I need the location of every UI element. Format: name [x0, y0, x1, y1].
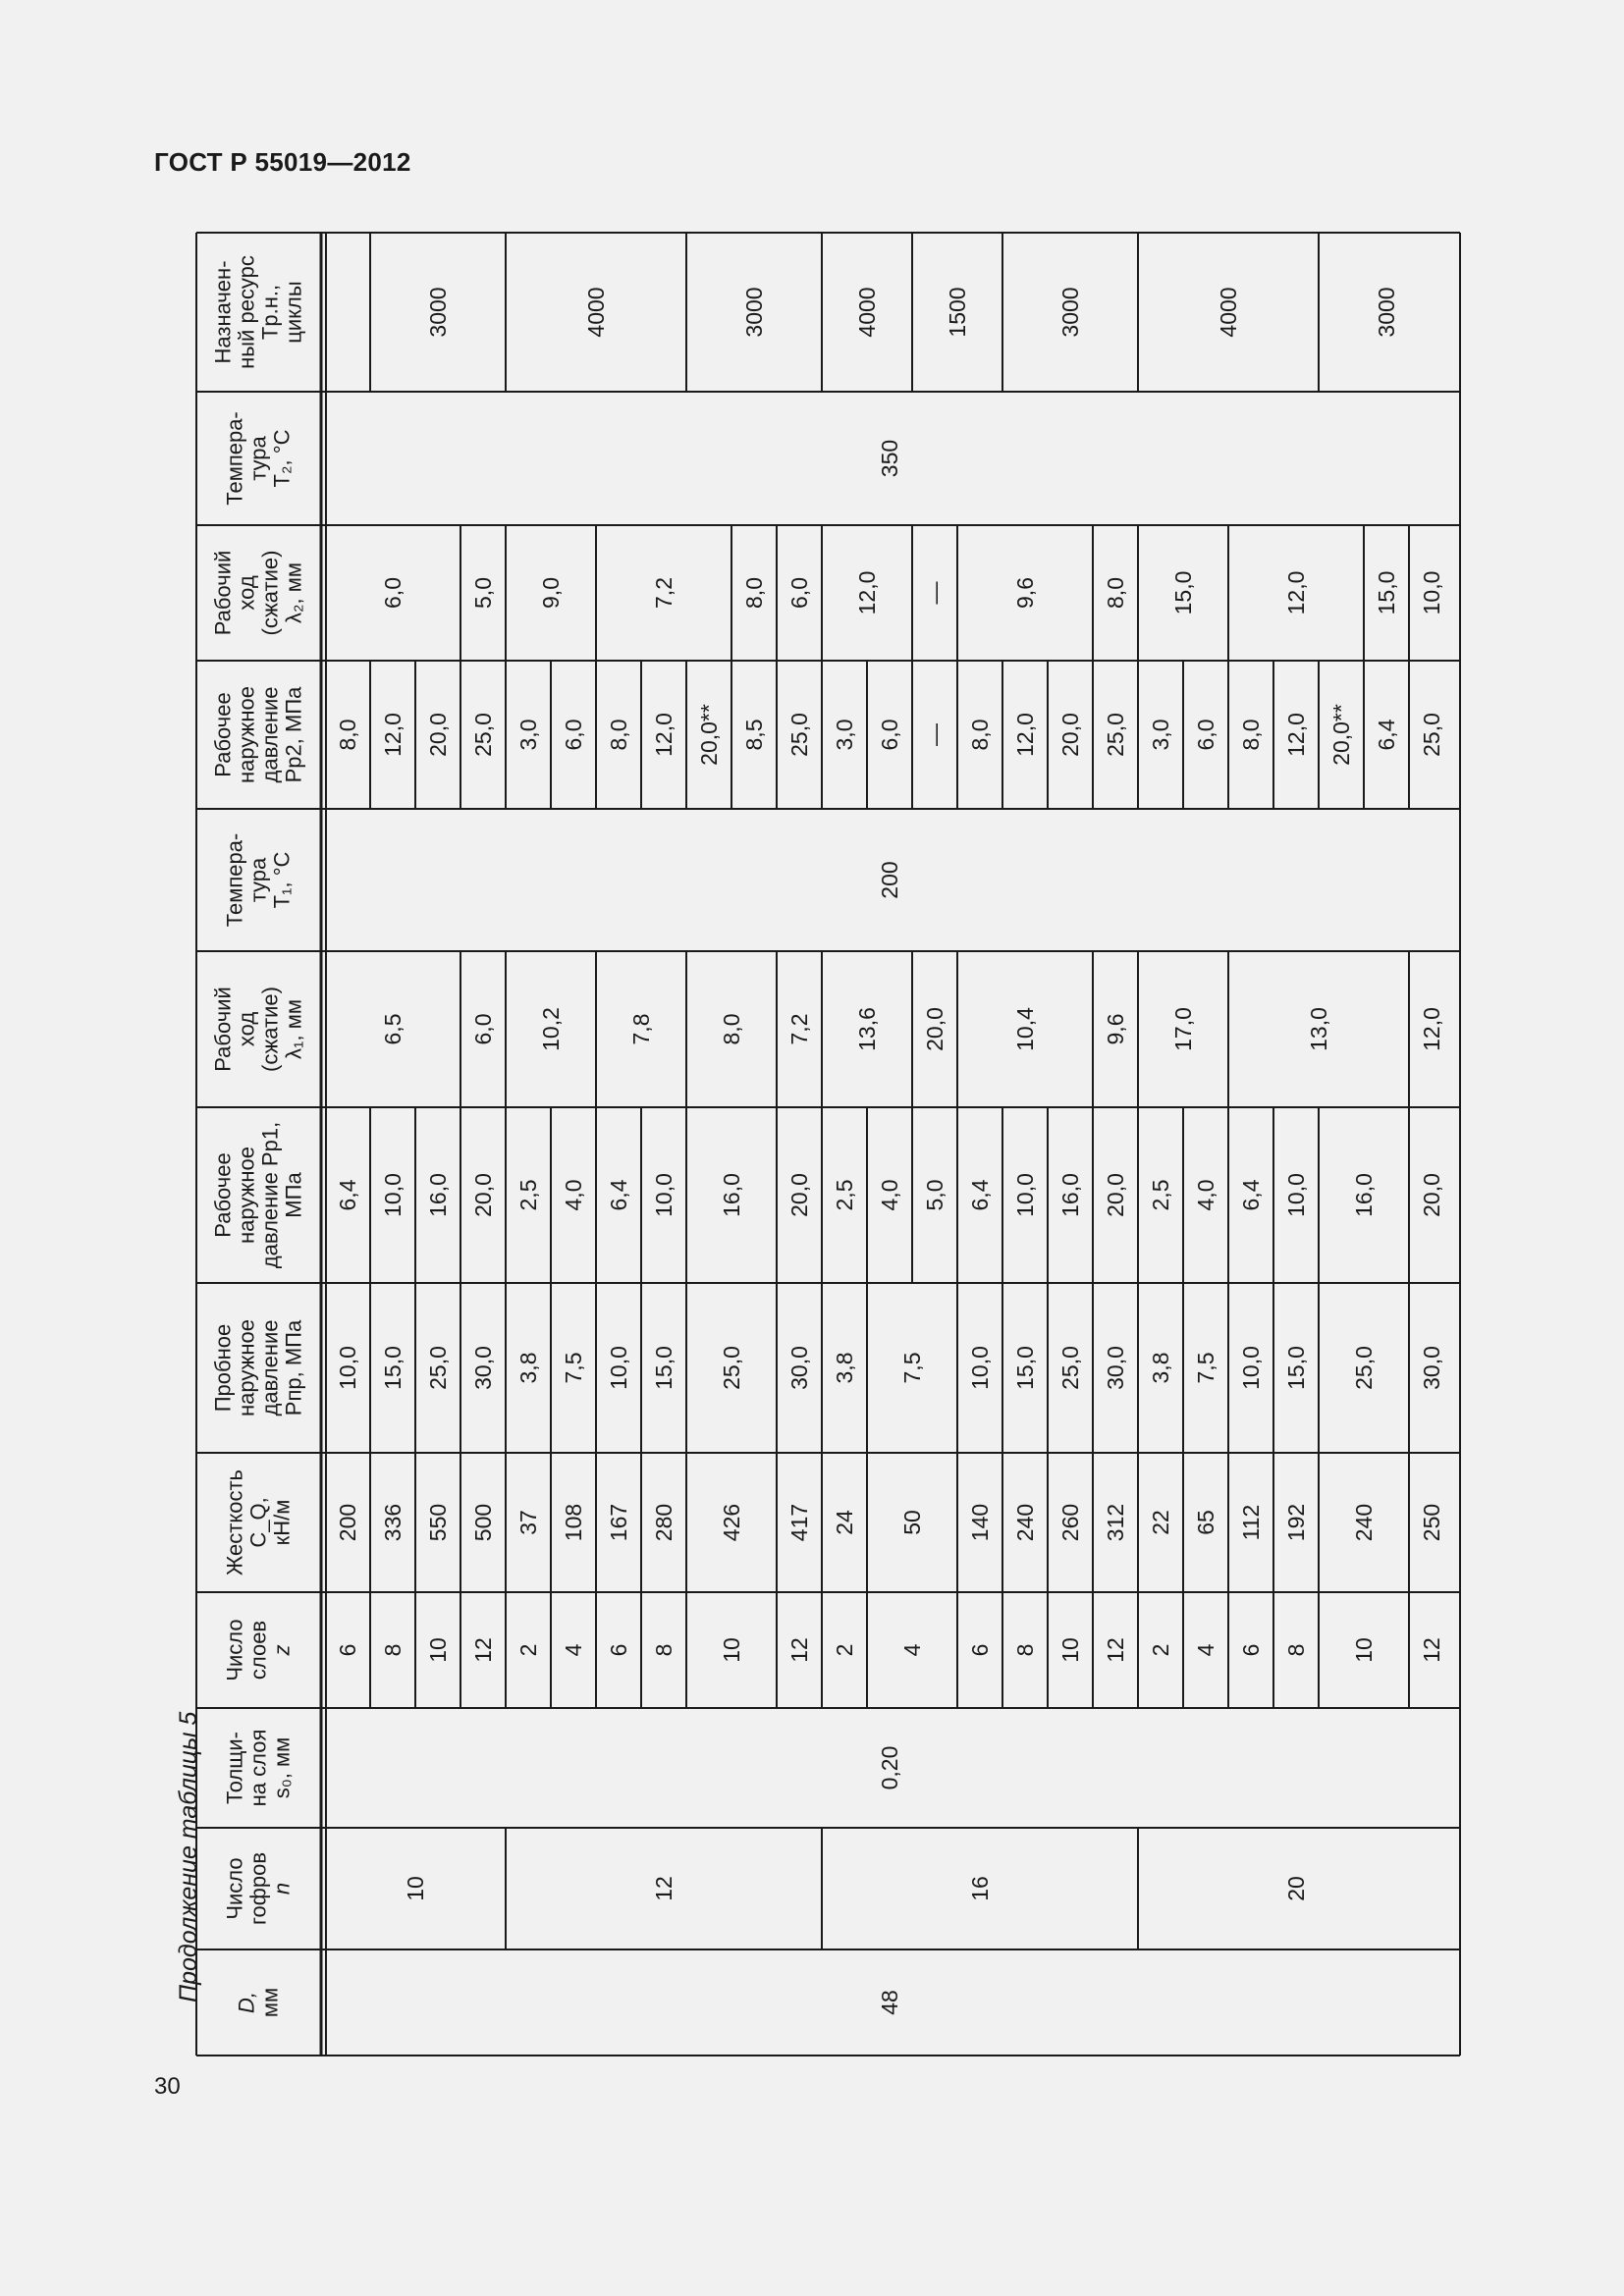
cell-ppr: 30,0: [786, 1346, 812, 1390]
cell-pp1: 6,4: [606, 1179, 631, 1211]
cell-pp1: 20,0: [1103, 1173, 1128, 1217]
cell-z: 2: [515, 1643, 541, 1657]
column-header-s0: Толщи-: [222, 1731, 247, 1805]
cell-pp1: 4,0: [1193, 1179, 1218, 1211]
cell-z: 10: [1057, 1637, 1083, 1663]
column-header-tres: Назначен-: [210, 260, 236, 364]
cell-l1: 13,0: [1306, 1007, 1331, 1051]
cell-pp2: 20,0**: [1328, 704, 1354, 766]
cell-n: 12: [651, 1876, 677, 1901]
cell-l2: —: [922, 581, 947, 605]
cell-s0: 0,20: [877, 1745, 902, 1790]
cell-ppr: 25,0: [1057, 1346, 1083, 1390]
column-header-c: кН/м: [269, 1499, 295, 1546]
cell-tres: 3000: [1057, 287, 1083, 338]
cell-l2: 7,2: [651, 577, 677, 609]
column-header-pp1: Рабочее: [210, 1152, 236, 1238]
cell-c: 22: [1148, 1510, 1173, 1535]
cell-d: 48: [877, 1990, 902, 2015]
cell-pp2: 12,0: [1012, 713, 1038, 757]
cell-l2: 6,0: [380, 577, 406, 609]
cell-c: 108: [561, 1503, 586, 1542]
cell-l2: 8,0: [1103, 577, 1128, 609]
cell-pp1: 6,4: [335, 1179, 360, 1211]
cell-l1: 10,2: [538, 1007, 564, 1051]
cell-z: 2: [832, 1643, 857, 1657]
cell-ppr: 30,0: [470, 1346, 496, 1390]
cell-c: 426: [719, 1503, 744, 1542]
cell-c: 260: [1057, 1503, 1083, 1542]
cell-z: 4: [561, 1643, 586, 1657]
column-header-l1: λ₁, мм: [281, 999, 306, 1059]
cell-c: 200: [335, 1503, 360, 1542]
cell-n: 16: [967, 1876, 993, 1901]
cell-l1: 10,4: [1012, 1007, 1038, 1051]
cell-c: 417: [786, 1503, 812, 1542]
cell-c: 50: [899, 1510, 925, 1535]
cell-pp1: 20,0: [786, 1173, 812, 1217]
cell-pp1: 4,0: [561, 1179, 586, 1211]
cell-l2: 10,0: [1419, 570, 1444, 615]
column-header-t2: T₂, °С: [269, 429, 295, 488]
cell-ppr: 3,8: [1148, 1352, 1173, 1384]
column-header-t1: T₁, °С: [269, 851, 295, 909]
cell-ppr: 7,5: [899, 1352, 925, 1384]
cell-z: 6: [606, 1643, 631, 1657]
cell-pp2: 12,0: [1283, 713, 1309, 757]
cell-pp1: 16,0: [425, 1173, 451, 1217]
cell-c: 24: [832, 1510, 857, 1535]
cell-ppr: 15,0: [1012, 1346, 1038, 1390]
cell-l2: 15,0: [1170, 570, 1196, 615]
cell-z: 8: [651, 1643, 677, 1657]
column-header-ppr: наружное: [234, 1319, 259, 1416]
cell-ppr: 3,8: [515, 1352, 541, 1384]
cell-tres: 3000: [741, 287, 767, 338]
cell-ppr: 15,0: [1283, 1346, 1309, 1390]
cell-c: 550: [425, 1503, 451, 1542]
cell-ppr: 30,0: [1103, 1346, 1128, 1390]
column-header-d: мм: [257, 1987, 283, 2018]
column-header-pp2: наружное: [234, 686, 259, 783]
column-header-c: Жесткость: [222, 1468, 247, 1576]
cell-l1: 7,2: [786, 1013, 812, 1045]
cell-pp2: 12,0: [380, 713, 406, 757]
cell-c: 240: [1351, 1503, 1377, 1542]
cell-ppr: 10,0: [967, 1346, 993, 1390]
cell-pp2: 3,0: [832, 719, 857, 751]
column-header-t1: Темпера-: [222, 832, 247, 928]
page-number: 30: [154, 2073, 181, 2100]
cell-ppr: 7,5: [1193, 1352, 1218, 1384]
cell-c: 167: [606, 1503, 631, 1542]
cell-pp2: 3,0: [515, 719, 541, 751]
column-header-t1: тура: [245, 857, 271, 903]
column-header-pp2: Рабочее: [210, 692, 236, 777]
cell-pp2: 20,0: [425, 713, 451, 757]
cell-pp1: 16,0: [719, 1173, 744, 1217]
column-header-pp1: наружное: [234, 1147, 259, 1244]
cell-c: 336: [380, 1503, 406, 1542]
cell-pp2: 6,0: [561, 719, 586, 751]
cell-pp2: 20,0: [1057, 713, 1083, 757]
column-header-n: Число: [222, 1857, 247, 1920]
cell-n: 20: [1283, 1876, 1309, 1901]
cell-c: 192: [1283, 1503, 1309, 1542]
cell-ppr: 7,5: [561, 1352, 586, 1384]
cell-l1: 6,5: [380, 1013, 406, 1045]
column-header-d: D,: [234, 1992, 259, 2013]
cell-pp2: 8,0: [606, 719, 631, 751]
cell-z: 6: [967, 1643, 993, 1657]
cell-ppr: 10,0: [1238, 1346, 1264, 1390]
cell-tres: 3000: [1374, 287, 1399, 338]
table-continuation-label: Продолжение таблицы 5: [175, 1711, 202, 2002]
cell-pp1: 10,0: [651, 1173, 677, 1217]
cell-l2: 9,0: [538, 577, 564, 609]
cell-z: 4: [899, 1643, 925, 1657]
cell-l1: 20,0: [922, 1007, 947, 1051]
column-header-l2: (сжатие): [257, 550, 283, 636]
cell-l2: 15,0: [1374, 570, 1399, 615]
column-header-l2: Рабочий: [210, 550, 236, 636]
cell-z: 8: [1012, 1643, 1038, 1657]
cell-pp1: 16,0: [1351, 1173, 1377, 1217]
column-header-l2: λ₂, мм: [281, 561, 306, 624]
cell-pp2: 6,0: [877, 719, 902, 751]
column-header-pp2: Pp2, МПа: [281, 686, 306, 783]
cell-l1: 6,0: [470, 1013, 496, 1045]
cell-ppr: 10,0: [606, 1346, 631, 1390]
cell-l2: 12,0: [1283, 570, 1309, 615]
cell-pp2: 8,5: [741, 719, 767, 751]
column-header-n: гофров: [245, 1851, 271, 1926]
cell-l2: 8,0: [741, 577, 767, 609]
cell-pp1: 6,4: [1238, 1179, 1264, 1211]
cell-l1: 13,6: [854, 1007, 880, 1051]
cell-pp2: 6,4: [1374, 719, 1399, 751]
cell-z: 12: [470, 1637, 496, 1663]
cell-z: 6: [1238, 1643, 1264, 1657]
cell-z: 10: [1351, 1637, 1377, 1663]
cell-l1: 12,0: [1419, 1007, 1444, 1051]
cell-z: 8: [380, 1643, 406, 1657]
cell-pp2: 8,0: [1238, 719, 1264, 751]
cell-pp2: —: [922, 723, 947, 746]
cell-z: 10: [719, 1637, 744, 1663]
cell-pp1: 4,0: [877, 1179, 902, 1211]
cell-tres: 4000: [1216, 287, 1241, 338]
cell-ppr: 15,0: [380, 1346, 406, 1390]
cell-ppr: 30,0: [1419, 1346, 1444, 1390]
column-header-l1: Рабочий: [210, 987, 236, 1072]
column-header-ppr: давление: [257, 1319, 283, 1416]
cell-c: 500: [470, 1503, 496, 1542]
cell-l2: 6,0: [786, 577, 812, 609]
cell-c: 240: [1012, 1503, 1038, 1542]
cell-t1: 200: [877, 861, 902, 899]
cell-c: 280: [651, 1503, 677, 1542]
column-header-c: C_Q,: [245, 1497, 271, 1548]
cell-c: 65: [1193, 1510, 1218, 1535]
cell-pp2: 20,0**: [696, 704, 722, 766]
column-header-pp2: давление: [257, 686, 283, 783]
column-header-tres: циклы: [281, 281, 306, 344]
cell-tres: 4000: [583, 287, 609, 338]
column-header-l1: ход: [234, 1011, 259, 1047]
column-header-n: n: [269, 1882, 295, 1896]
column-header-t2: Темпера-: [222, 411, 247, 506]
cell-pp1: 10,0: [380, 1173, 406, 1217]
cell-l1: 7,8: [628, 1013, 654, 1045]
cell-pp2: 6,0: [1193, 719, 1218, 751]
column-header-z: Число: [222, 1619, 247, 1682]
cell-z: 6: [335, 1643, 360, 1657]
column-header-s0: на слоя: [245, 1729, 271, 1807]
cell-pp2: 25,0: [470, 713, 496, 757]
column-header-t2: тура: [245, 436, 271, 481]
column-header-tres: Tр.н.,: [257, 284, 283, 341]
cell-pp1: 10,0: [1012, 1173, 1038, 1217]
cell-n: 10: [403, 1876, 428, 1901]
column-header-z: слоев: [245, 1620, 271, 1681]
column-header-l2: ход: [234, 575, 259, 611]
cell-pp2: 3,0: [1148, 719, 1173, 751]
cell-tres: 3000: [425, 287, 451, 338]
cell-l2: 12,0: [854, 570, 880, 615]
cell-l2: 9,6: [1012, 577, 1038, 609]
cell-l1: 8,0: [719, 1013, 744, 1045]
cell-z: 4: [1193, 1643, 1218, 1657]
cell-pp1: 5,0: [922, 1179, 947, 1211]
column-header-ppr: Пробное: [210, 1323, 236, 1413]
cell-ppr: 15,0: [651, 1346, 677, 1390]
cell-ppr: 25,0: [1351, 1346, 1377, 1390]
column-header-ppr: Pпр, МПа: [281, 1319, 306, 1416]
column-header-z: z: [269, 1644, 295, 1656]
cell-t2: 350: [877, 439, 902, 478]
column-header-tres: ный ресурс: [234, 255, 259, 369]
cell-pp1: 16,0: [1057, 1173, 1083, 1217]
column-header-pp1: МПа: [281, 1172, 306, 1218]
cell-ppr: 25,0: [425, 1346, 451, 1390]
cell-z: 8: [1283, 1643, 1309, 1657]
cell-z: 12: [1103, 1637, 1128, 1663]
column-header-s0: s₀, мм: [269, 1736, 295, 1799]
cell-l2: 5,0: [470, 577, 496, 609]
cell-pp2: 25,0: [1419, 713, 1444, 757]
cell-pp2: 12,0: [651, 713, 677, 757]
cell-pp2: 8,0: [335, 719, 360, 751]
cell-tres: 4000: [854, 287, 880, 338]
cell-ppr: 25,0: [719, 1346, 744, 1390]
cell-pp2: 25,0: [1103, 713, 1128, 757]
cell-z: 10: [425, 1637, 451, 1663]
cell-pp1: 2,5: [832, 1179, 857, 1211]
cell-z: 12: [786, 1637, 812, 1663]
cell-pp2: 8,0: [967, 719, 993, 751]
cell-ppr: 10,0: [335, 1346, 360, 1390]
cell-z: 12: [1419, 1637, 1444, 1663]
document-title: ГОСТ Р 55019—2012: [154, 147, 411, 177]
cell-l1: 17,0: [1170, 1007, 1196, 1051]
cell-pp1: 2,5: [1148, 1179, 1173, 1211]
cell-pp1: 2,5: [515, 1179, 541, 1211]
cell-pp1: 6,4: [967, 1179, 993, 1211]
column-header-pp1: давление Pp1,: [257, 1121, 283, 1269]
column-header-l1: (сжатие): [257, 987, 283, 1072]
cell-c: 140: [967, 1503, 993, 1542]
cell-pp1: 20,0: [470, 1173, 496, 1217]
cell-pp2: 25,0: [786, 713, 812, 757]
cell-c: 112: [1238, 1504, 1264, 1541]
cell-c: 37: [515, 1510, 541, 1535]
cell-pp1: 20,0: [1419, 1173, 1444, 1217]
cell-tres: 1500: [945, 287, 970, 338]
cell-c: 312: [1103, 1503, 1128, 1542]
cell-z: 2: [1148, 1643, 1173, 1657]
cell-ppr: 3,8: [832, 1352, 857, 1384]
cell-c: 250: [1419, 1503, 1444, 1542]
cell-l1: 9,6: [1103, 1013, 1128, 1045]
cell-pp1: 10,0: [1283, 1173, 1309, 1217]
